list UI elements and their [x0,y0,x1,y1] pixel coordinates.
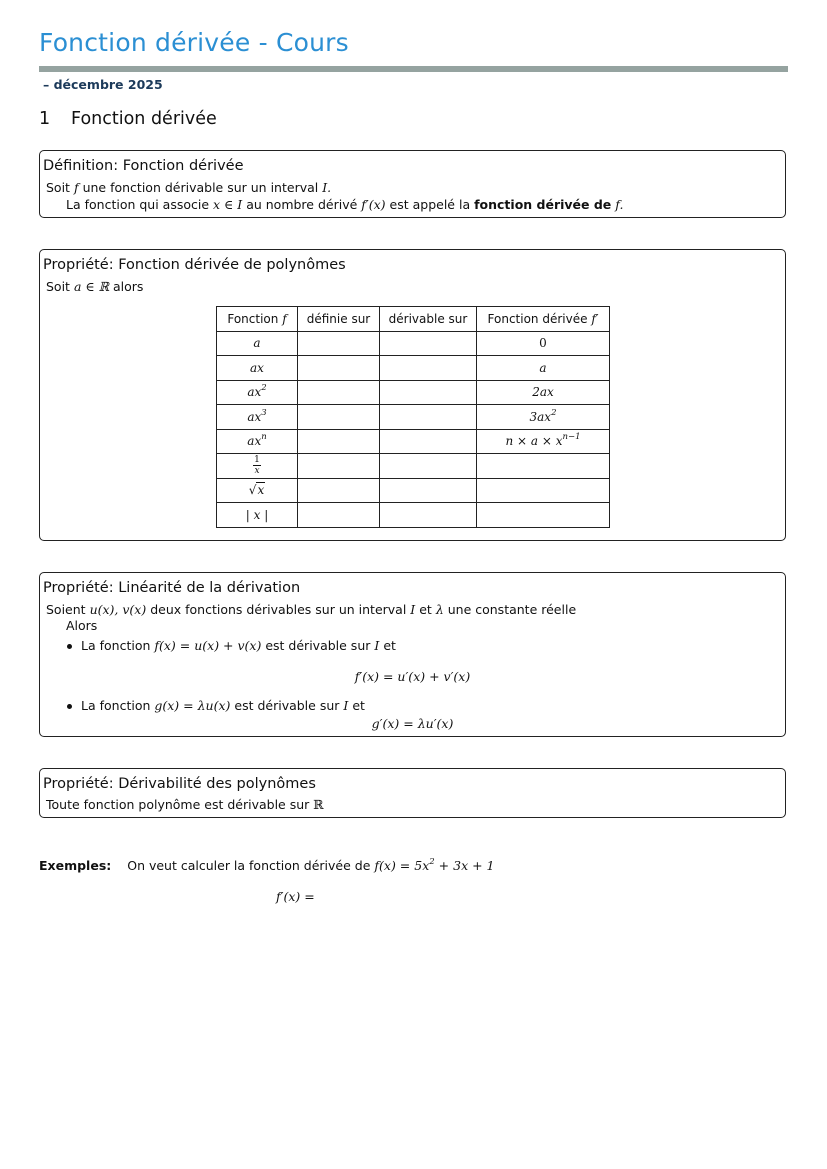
header-fonction: Fonction f [217,307,298,332]
property-derivabilite-title: Propriété: Dérivabilité des polynômes [43,776,316,792]
fraction-one-over-x: $\frac{1}{x}$ [254,455,260,477]
math-f: f. [615,197,624,212]
cell-derivative: 2ax [477,380,610,405]
header-fonction-derivee: Fonction dérivée f′ [477,307,610,332]
document-date: – décembre 2025 [43,77,163,92]
exemples-answer: f′(x) = [276,889,315,904]
table-row [217,478,610,503]
linearite-alors: Alors [66,618,98,633]
cell-function: $ax^n$ [217,429,298,454]
linearite-bullet-1: La fonction f(x) = u(x) + v(x) est dérivable sur I et [81,638,396,653]
cell-derivable-sur [380,429,477,454]
cell-definie-sur [298,503,380,528]
exemples-label: Exemples: [39,858,112,873]
cell-derivable-sur [380,380,477,405]
property-linearite-box [39,572,786,737]
table-row [217,454,610,479]
definition-title: Définition: Fonction dérivée [43,158,244,174]
bullet-dot [67,704,72,709]
cell-function [217,454,298,479]
cell-derivative: 0 [477,331,610,356]
exemples-text: On veut calculer la fonction dérivée de [127,858,371,873]
intro-text: alors [112,279,144,294]
table-row [217,429,610,454]
math-fprime: f′(x) [361,197,386,212]
derivative-table [216,306,610,528]
section-heading [39,109,217,129]
cell-definie-sur [298,380,380,405]
cell-function: ax [217,356,298,381]
bullet-dot [67,644,72,649]
cell-definie-sur [298,478,380,503]
cell-definie-sur [298,405,380,430]
section-title: Fonction dérivée [71,109,217,129]
cell-function: $ax^3$ [217,405,298,430]
property-linearite-title: Propriété: Linéarité de la dérivation [43,580,301,596]
cell-derivative [477,478,610,503]
derivabilite-text: Toute fonction polynôme est dérivable sur ℝ [46,797,324,812]
cell-derivable-sur [380,503,477,528]
definition-text: au nombre dérivé [246,197,358,212]
linearite-bullet-2: La fonction g(x) = λu(x) est dérivable sur I et [81,698,365,713]
cell-derivative: $3ax^2$ [477,405,610,430]
header-derivable-sur: dérivable sur [380,307,477,332]
definition-text: une fonction dérivable sur un interval [82,180,319,195]
linearite-equation-2: g′(x) = λu′(x) [371,716,454,731]
cell-derivative [477,454,610,479]
cell-function: $ax^2$ [217,380,298,405]
cell-function: a [217,331,298,356]
property-polynomes-title: Propriété: Fonction dérivée de polynômes [43,257,346,273]
math-I: I. [322,180,332,195]
cell-derivable-sur [380,331,477,356]
cell-function [217,478,298,503]
math-x-in-I: x ∈ I [213,197,243,212]
table-row [217,503,610,528]
header-definie-sur: définie sur [298,307,380,332]
table-row [217,331,610,356]
property-polynomes-box [39,249,786,541]
cell-definie-sur [298,429,380,454]
table-row [217,380,610,405]
cell-derivable-sur [380,478,477,503]
cell-derivable-sur [380,356,477,381]
cell-derivative: $n \times a \times x^{n-1}$ [477,429,610,454]
definition-line-2 [66,197,623,212]
table-row [217,356,610,381]
square-root-x: √x [248,483,265,498]
property-polynomes-intro [46,279,143,294]
linearite-intro: Soient u(x), v(x) deux fonctions dérivables sur un interval I et λ une constante réelle [46,602,577,617]
definition-text: La fonction qui associe [66,197,210,212]
table-header-row [217,307,610,332]
definition-line-1 [46,180,331,195]
cell-derivative: a [477,356,610,381]
property-derivabilite-box [39,768,786,818]
cell-definie-sur [298,454,380,479]
math-f: f [73,180,79,195]
definition-text: Soit [46,180,70,195]
cell-derivable-sur [380,405,477,430]
cell-function: | x | [217,503,298,528]
linearite-equation-1: f′(x) = u′(x) + v′(x) [354,669,471,684]
definition-bold-term: fonction dérivée de [474,197,612,212]
cell-definie-sur [298,356,380,381]
math-a-in-R: a ∈ ℝ [73,279,109,294]
title-underline [39,66,788,72]
definition-box [39,150,786,218]
exemples-expression: $f(x) = 5x^2 + 3x + 1$ [374,856,495,873]
cell-derivable-sur [380,454,477,479]
cell-definie-sur [298,331,380,356]
exemples-line [39,858,495,873]
definition-text: est appelé la [389,197,471,212]
cell-derivative [477,503,610,528]
document-title: Fonction dérivée - Cours [39,28,349,57]
section-number: 1 [39,109,51,129]
intro-text: Soit [46,279,70,294]
table-row [217,405,610,430]
